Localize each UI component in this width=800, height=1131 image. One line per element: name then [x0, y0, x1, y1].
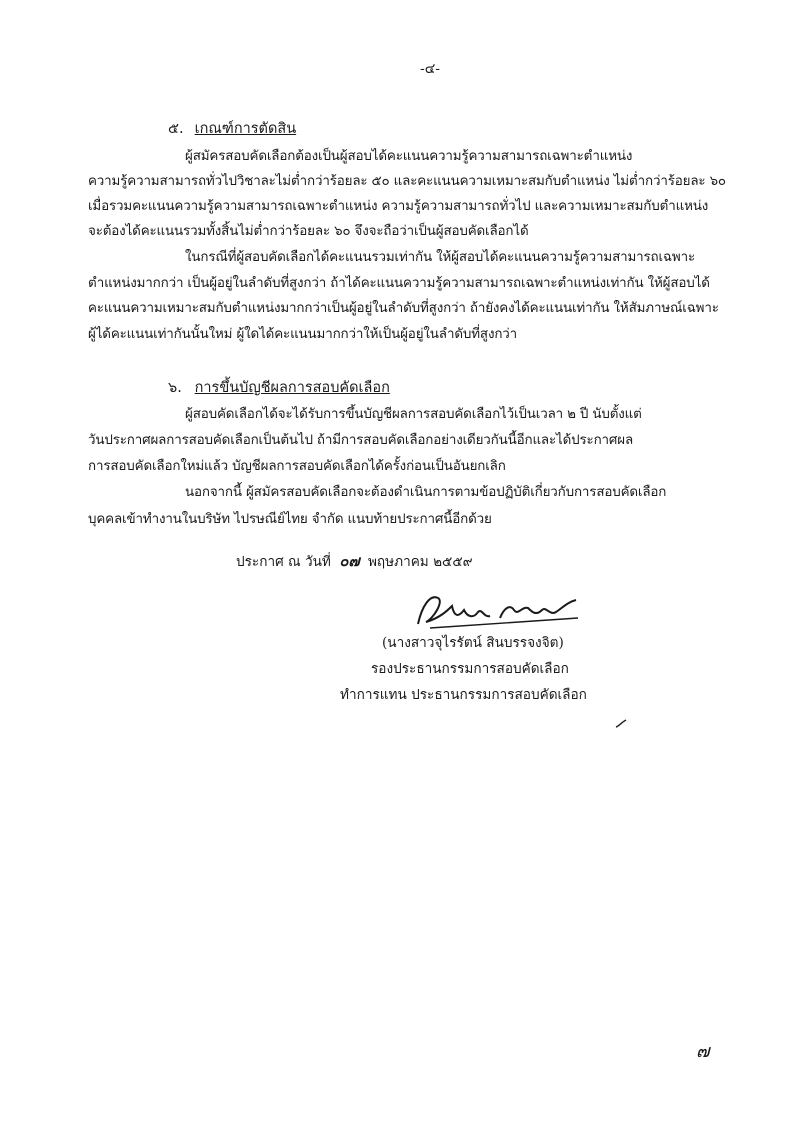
- paragraph-line: การสอบคัดเลือกใหม่แล้ว บัญชีผลการสอบคัดเลือกได้ครั้งก่อนเป็นอันยกเลิก: [88, 459, 506, 474]
- section-5-heading: [168, 117, 296, 140]
- paragraph-line: คะแนนความเหมาะสมกับตำแหน่งมากกว่าเป็นผู้อยู่ในลำดับที่สูงกว่า ถ้ายังคงได้คะแนนเท่ากัน ให้สัมภาษณ์เฉพาะ: [88, 301, 719, 316]
- paragraph-line: ผู้สอบคัดเลือกได้จะได้รับการขึ้นบัญชีผลการสอบคัดเลือกไว้เป็นเวลา ๒ ปี นับตั้งแต่: [185, 407, 642, 422]
- initials: ๗: [696, 1041, 710, 1062]
- announcement-date: [236, 549, 473, 573]
- announcement-prefix: ประกาศ ณ วันที่: [236, 554, 331, 570]
- section-6-heading: [168, 376, 390, 399]
- paragraph-line: นอกจากนี้ ผู้สมัครสอบคัดเลือกจะต้องดำเนินการตามข้อปฏิบัติเกี่ยวกับการสอบคัดเลือก: [185, 485, 667, 500]
- paragraph-line: ผู้สมัครสอบคัดเลือกต้องเป็นผู้สอบได้คะแนนความรู้ความสามารถเฉพาะตำแหน่ง: [185, 149, 633, 164]
- signatory-acting: ทำการแทน ประธานกรรมการสอบคัดเลือก: [340, 687, 587, 703]
- signatory-position: รองประธานกรรมการสอบคัดเลือก: [371, 661, 569, 677]
- page-number: -๔-: [419, 61, 441, 77]
- section-5-title: เกณฑ์การตัดสิน: [194, 121, 297, 137]
- tick-mark: [614, 718, 628, 730]
- paragraph-line: จะต้องได้คะแนนรวมทั้งสิ้นไม่ต่ำกว่าร้อยละ ๖๐ จึงจะถือว่าเป็นผู้สอบคัดเลือกได้: [88, 224, 529, 239]
- paragraph-line: ตำแหน่งมากกว่า เป็นผู้อยู่ในลำดับที่สูงกว่า ถ้าได้คะแนนความรู้ความสามารถเฉพาะตำแหน่งเท่ากัน ให้ผู้สอบได้: [88, 276, 710, 291]
- signatory-name: (นางสาวจุไรรัตน์ สินบรรจงจิต): [382, 635, 564, 651]
- announcement-day: ๐๗: [339, 552, 360, 570]
- paragraph-line: บุคคลเข้าทำงานในบริษัท ไปรษณีย์ไทย จำกัด แนบท้ายประกาศนี้อีกด้วย: [88, 512, 492, 527]
- announcement-month-year: พฤษภาคม ๒๕๕๙: [367, 554, 473, 570]
- section-6-number: ๖.: [168, 380, 182, 396]
- paragraph-line: ผู้ได้คะแนนเท่ากันนั้นใหม่ ผู้ใดได้คะแนนมากกว่าให้เป็นผู้อยู่ในลำดับที่สูงกว่า: [88, 327, 518, 342]
- section-6-title: การขึ้นบัญชีผลการสอบคัดเลือก: [194, 380, 390, 396]
- paragraph-line: วันประกาศผลการสอบคัดเลือกเป็นต้นไป ถ้ามีการสอบคัดเลือกอย่างเดียวกันนี้อีกและได้ประกาศผล: [88, 433, 634, 448]
- paragraph-line: เมื่อรวมคะแนนความรู้ความสามารถเฉพาะตำแหน่ง ความรู้ความสามารถทั่วไป และความเหมาะสมกับตำแหน่ง: [88, 199, 709, 214]
- paragraph-line: ความรู้ความสามารถทั่วไปวิชาละไม่ต่ำกว่าร้อยละ ๕๐ และคะแนนความเหมาะสมกับตำแหน่ง ไม่ต่ำกว่าร้อยละ ๖๐: [88, 174, 726, 189]
- section-5-number: ๕.: [168, 121, 184, 137]
- paragraph-line: ในกรณีที่ผู้สอบคัดเลือกได้คะแนนรวมเท่ากัน ให้ผู้สอบได้คะแนนความรู้ความสามารถเฉพาะ: [185, 250, 695, 265]
